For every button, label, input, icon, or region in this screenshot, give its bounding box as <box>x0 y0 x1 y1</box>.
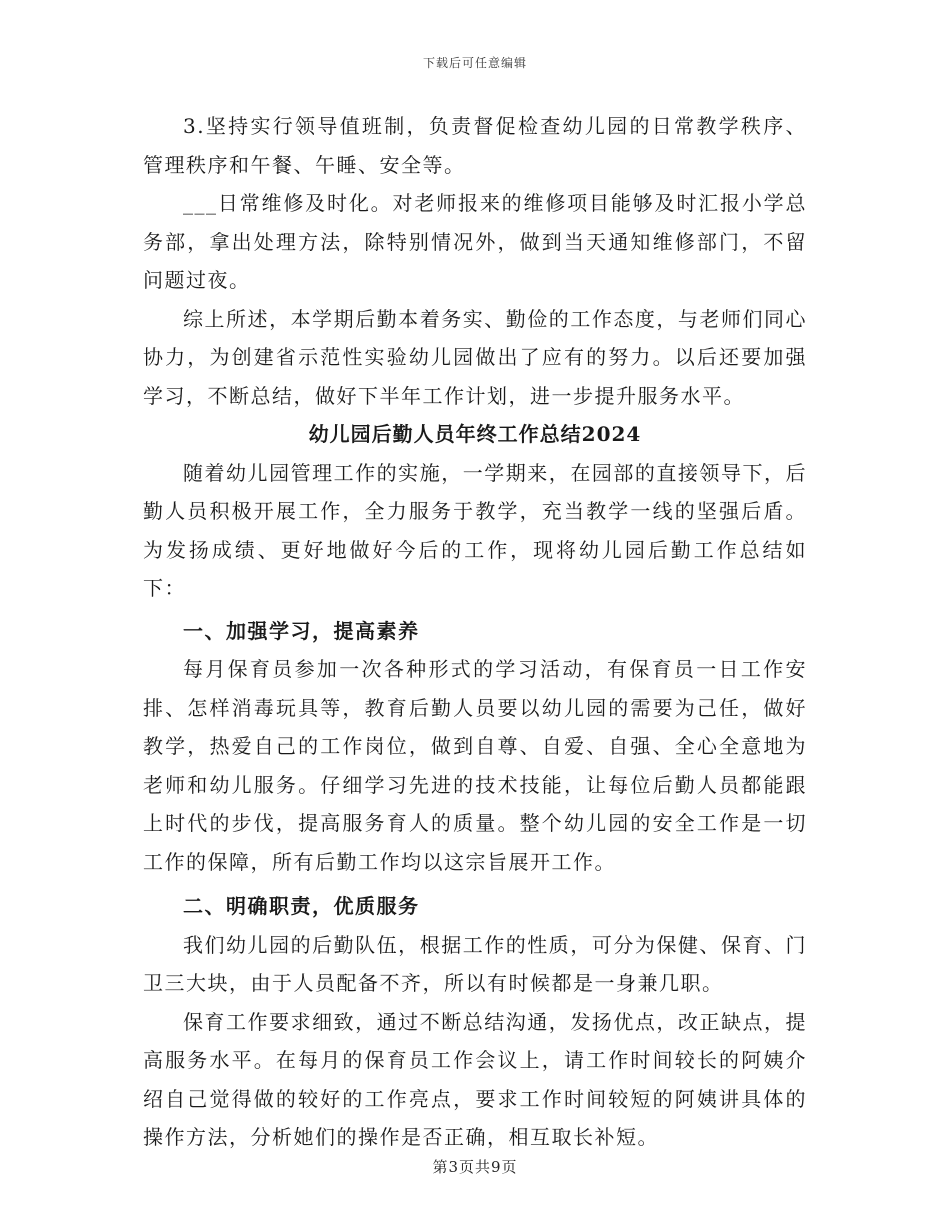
page-number: 第3页共9页 <box>432 1158 518 1176</box>
document-body <box>143 107 807 1157</box>
header-note: 下载后可任意编辑 <box>422 56 527 70</box>
paragraph-duty-system: 3.坚持实行领导值班制，负责督促检查幼儿园的日常教学秩序、管理秩序和午餐、午睡、安全等。 <box>143 114 807 177</box>
paragraph-maintenance: ___日常维修及时化。对老师报来的维修项目能够及时汇报小学总务部，拿出处理方法，除特别情况外，做到当天通知维修部门，不留问题过夜。 <box>143 191 807 292</box>
paragraph-intro: 随着幼儿园管理工作的实施，一学期来，在园部的直接领导下，后勤人员积极开展工作，全力服务于教学，充当教学一线的坚强后盾。为发扬成绩、更好地做好今后的工作，现将幼儿园后勤工作总结如下： <box>143 460 807 600</box>
heading-duties: 二、明确职责，优质服务 <box>183 894 420 918</box>
paragraph-team: 我们幼儿园的后勤队伍，根据工作的性质，可分为保健、保育、门卫三大块，由于人员配备不齐，所以有时候都是一身兼几职。 <box>143 932 807 995</box>
heading-study: 一、加强学习，提高素养 <box>183 618 420 643</box>
section-title: 幼儿园后勤人员年终工作总结2024 <box>308 422 642 446</box>
paragraph-summary: 综上所述，本学期后勤本着务实、勤俭的工作态度，与老师们同心协力，为创建省示范性实验幼儿园做出了应有的努力。以后还要加强学习，不断总结，做好下半年工作计划，进一步提升服务水平。 <box>143 306 807 408</box>
paragraph-study: 每月保育员参加一次各种形式的学习活动，有保育员一日工作安排、怎样消毒玩具等，教育后勤人员要以幼儿园的需要为己任，做好教学，热爱自己的工作岗位，做到自尊、自爱、自强、全心全意地为老师和幼儿服务。仔细学习先进的技术技能，让每位后勤人员都能跟上时代的步伐，提高服务育人的质量。整个幼儿园的安全工作是一切工作的保障，所有后勤工作均以这宗旨展开工作。 <box>143 657 807 874</box>
paragraph-care-work: 保育工作要求细致，通过不断总结沟通，发扬优点，改正缺点，提高服务水平。在每月的保育员工作会议上，请工作时间较长的阿姨介绍自己觉得做的较好的工作亮点，要求工作时间较短的阿姨讲具体的操作方法，分析她们的操作是否正确，相互取长补短。 <box>143 1009 807 1149</box>
